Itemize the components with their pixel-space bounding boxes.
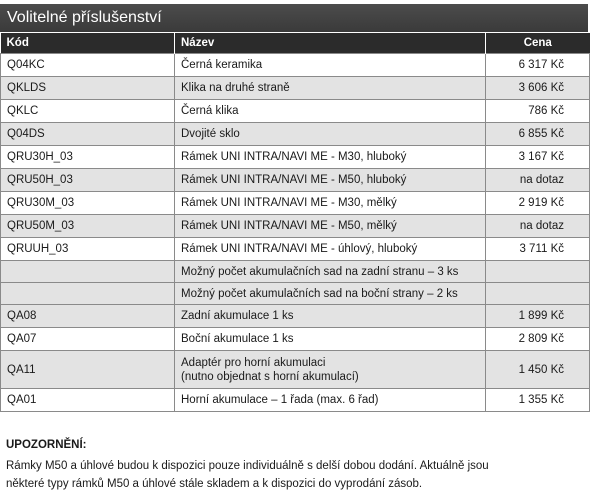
header-row	[1, 33, 590, 54]
item-name: Boční akumulace 1 ks	[175, 328, 486, 351]
item-name: Rámek UNI INTRA/NAVI ME - M50, hluboký	[175, 169, 486, 192]
item-code: QRU30H_03	[1, 146, 175, 169]
item-name: Možný počet akumulačních sad na boční strany – 2 ks	[175, 283, 486, 305]
table-row	[1, 389, 590, 412]
item-price: 1 355 Kč	[486, 389, 590, 412]
item-name: Horní akumulace – 1 řada (max. 6 řad)	[175, 389, 486, 412]
item-code: QRU50M_03	[1, 215, 175, 238]
warning-title: UPOZORNĚNÍ:	[6, 439, 87, 451]
item-price: 6 855 Kč	[486, 123, 590, 146]
accessories-table	[0, 33, 590, 412]
item-price: 1 899 Kč	[486, 305, 590, 328]
item-price: na dotaz	[486, 215, 590, 238]
item-price: na dotaz	[486, 169, 590, 192]
item-name: Rámek UNI INTRA/NAVI ME - úhlový, hluboký	[175, 238, 486, 261]
item-code: QA01	[1, 389, 175, 412]
item-name: Možný počet akumulačních sad na zadní stranu – 3 ks	[175, 261, 486, 283]
item-name-note: (nutno objednat s horní akumulací)	[181, 370, 359, 383]
item-price	[486, 283, 590, 305]
table-header	[1, 33, 590, 54]
item-code	[1, 283, 175, 305]
table-row	[1, 146, 590, 169]
item-price: 2 919 Kč	[486, 192, 590, 215]
item-price: 2 809 Kč	[486, 328, 590, 351]
warning-text-line: Rámky M50 a úhlové budou k dispozici pouze individuálně s delší dobou dodání. Aktuálně jsou	[6, 460, 489, 472]
table-row	[1, 238, 590, 261]
item-code: Q04DS	[1, 123, 175, 146]
item-code: QKLC	[1, 100, 175, 123]
table-row	[1, 328, 590, 351]
item-price: 3 606 Kč	[486, 77, 590, 100]
item-price: 3 711 Kč	[486, 238, 590, 261]
item-code: QRU30M_03	[1, 192, 175, 215]
item-code	[1, 261, 175, 283]
item-code: QKLDS	[1, 77, 175, 100]
warning-note	[6, 436, 586, 493]
item-name: Zadní akumulace 1 ks	[175, 305, 486, 328]
item-name: Rámek UNI INTRA/NAVI ME - M50, mělký	[175, 215, 486, 238]
item-price	[486, 261, 590, 283]
section-title: Volitelné příslušenství	[0, 4, 588, 32]
table-row	[1, 192, 590, 215]
item-name: Adaptér pro horní akumulaci	[181, 356, 326, 369]
table-row	[1, 215, 590, 238]
warning-text-line: některé typy rámků M50 a úhlové stále skladem a k dispozici do vyprodání zásob.	[6, 478, 423, 490]
item-code: Q04KC	[1, 54, 175, 77]
name-column-header: Název	[175, 33, 486, 54]
item-name-multiline	[175, 351, 486, 389]
item-name: Rámek UNI INTRA/NAVI ME - M30, hluboký	[175, 146, 486, 169]
table-row-note	[1, 261, 590, 283]
item-price: 1 450 Kč	[486, 351, 590, 389]
item-code: QA07	[1, 328, 175, 351]
table-body	[1, 54, 590, 412]
item-code: QRU50H_03	[1, 169, 175, 192]
table-row	[1, 123, 590, 146]
table-row	[1, 351, 590, 389]
table-row-note	[1, 283, 590, 305]
item-name: Rámek UNI INTRA/NAVI ME - M30, mělký	[175, 192, 486, 215]
item-price: 6 317 Kč	[486, 54, 590, 77]
table-row	[1, 305, 590, 328]
table-row	[1, 54, 590, 77]
item-name: Dvojité sklo	[175, 123, 486, 146]
item-code: QRUUH_03	[1, 238, 175, 261]
item-name: Klika na druhé straně	[175, 77, 486, 100]
item-name: Černá keramika	[175, 54, 486, 77]
price-column-header: Cena	[486, 33, 590, 54]
code-column-header: Kód	[1, 33, 175, 54]
item-price: 786 Kč	[486, 100, 590, 123]
item-code: QA08	[1, 305, 175, 328]
item-price: 3 167 Kč	[486, 146, 590, 169]
table-row	[1, 77, 590, 100]
item-code: QA11	[1, 351, 175, 389]
table-row	[1, 169, 590, 192]
item-name: Černá klika	[175, 100, 486, 123]
table-row	[1, 100, 590, 123]
